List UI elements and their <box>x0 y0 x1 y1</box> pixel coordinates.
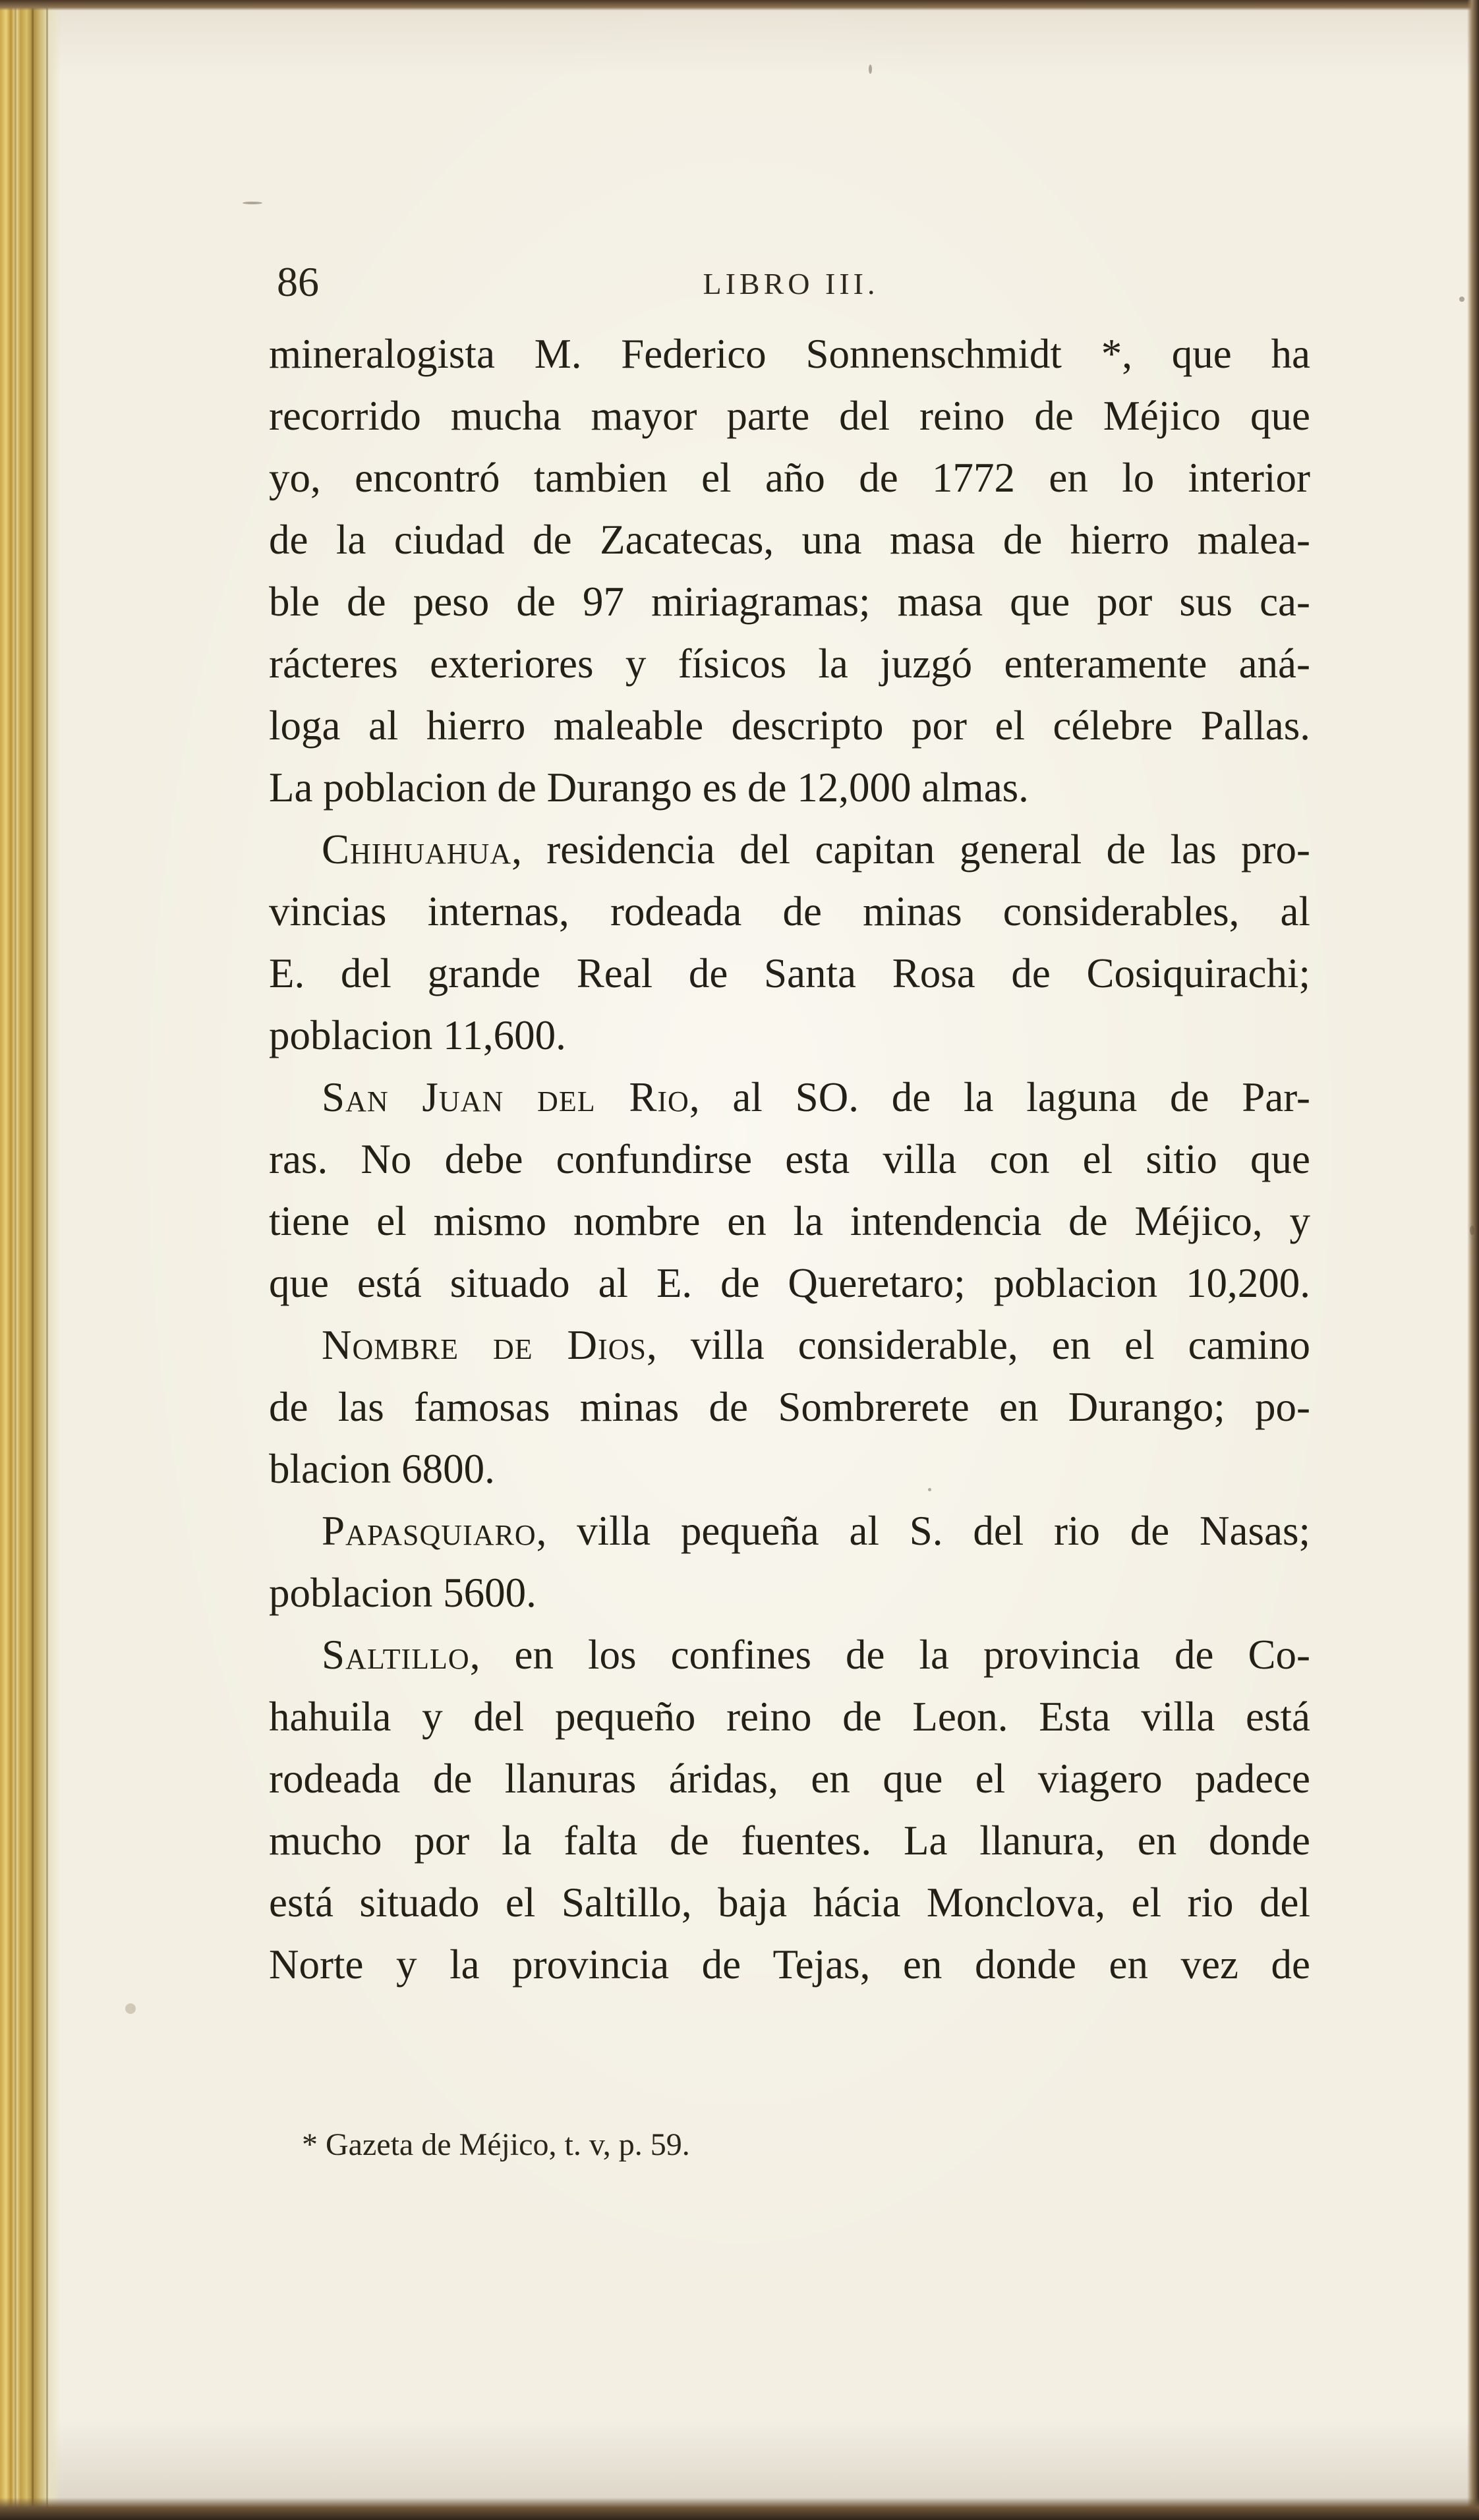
line-text: , villa considerable, en el camino <box>646 1322 1310 1368</box>
text-line <box>269 757 1310 818</box>
text-line <box>269 1933 1310 1995</box>
text-line <box>269 942 1310 1004</box>
page-edge-line <box>14 0 16 2520</box>
text-line <box>269 1810 1310 1872</box>
line-text: La poblacion de Durango es de 12,000 almas. <box>269 764 1029 811</box>
place-name: San Juan del Rio <box>322 1074 689 1120</box>
text-line <box>269 1004 1310 1066</box>
line-text: poblacion 5600. <box>269 1570 536 1616</box>
text-line <box>269 1748 1310 1810</box>
text-line <box>269 1376 1310 1438</box>
text-line <box>269 1686 1310 1748</box>
text-line <box>269 633 1310 695</box>
text-line <box>269 1128 1310 1190</box>
line-text: tiene el mismo nombre en la intendencia de Méjico, y <box>269 1198 1310 1244</box>
line-text: ras. No debe confundirse esta villa con el sitio que <box>269 1136 1310 1182</box>
text-line <box>269 385 1310 447</box>
text-line <box>269 1190 1310 1252</box>
line-text: , residencia del capitan general de las pro- <box>511 826 1310 873</box>
page-header <box>277 256 1305 308</box>
text-line <box>269 509 1310 571</box>
place-name: Saltillo <box>322 1632 470 1678</box>
page-edge-line <box>32 0 34 2520</box>
place-name: Chihuahua <box>322 826 512 873</box>
line-text: vincias internas, rodeada de minas considerables, al <box>269 888 1310 934</box>
gilded-page-edge <box>0 0 61 2520</box>
page-number: 86 <box>277 258 319 305</box>
text-line <box>269 1624 1310 1686</box>
line-text: ble de peso de 97 miriagramas; masa que por sus ca- <box>269 579 1310 625</box>
top-page-edge <box>0 0 1479 11</box>
text-line <box>269 1252 1310 1314</box>
text-line <box>269 818 1310 880</box>
line-text: que está situado al E. de Queretaro; poblacion 10,200. <box>269 1260 1310 1306</box>
line-text: hahuila y del pequeño reino de Leon. Esta villa está <box>269 1694 1310 1740</box>
text-line <box>269 1314 1310 1376</box>
text-line <box>269 1066 1310 1128</box>
line-text: poblacion 11,600. <box>269 1012 566 1058</box>
text-line <box>269 323 1310 385</box>
line-text: recorrido mucha mayor parte del reino de Méjico que <box>269 393 1310 439</box>
place-name: Nombre de Dios <box>322 1322 647 1368</box>
line-text: rodeada de llanuras áridas, en que el viagero padece <box>269 1756 1310 1802</box>
line-text: , en los confines de la provincia de Co- <box>469 1632 1310 1678</box>
text-line <box>269 1500 1310 1562</box>
line-text: E. del grande Real de Santa Rosa de Cosiquirachi; <box>269 950 1310 996</box>
line-text: de la ciudad de Zacatecas, una masa de hierro malea- <box>269 517 1310 563</box>
line-text: está situado el Saltillo, baja hácia Monclova, el rio del <box>269 1879 1310 1926</box>
line-text: rácteres exteriores y físicos la juzgó enteramente aná- <box>269 641 1310 687</box>
line-text: , al SO. de la laguna de Par- <box>689 1074 1310 1120</box>
place-name: Papasquiaro <box>322 1508 536 1554</box>
line-text: mineralogista M. Federico Sonnenschmidt *, que ha <box>269 331 1310 377</box>
bottom-page-edge <box>0 2498 1479 2520</box>
text-line <box>269 695 1310 757</box>
line-text: de las famosas minas de Sombrerete en Durango; po- <box>269 1384 1310 1430</box>
text-line <box>269 1562 1310 1624</box>
text-line <box>269 880 1310 942</box>
page-edge-line <box>46 0 48 2520</box>
footnote: * Gazeta de Méjico, t. v, p. 59. <box>302 2127 690 2162</box>
text-line <box>269 1438 1310 1500</box>
text-line <box>269 447 1310 509</box>
line-text: yo, encontró tambien el año de 1772 en lo interior <box>269 455 1310 501</box>
line-text: Norte y la provincia de Tejas, en donde en vez de <box>269 1941 1310 1988</box>
body-text <box>269 323 1310 1995</box>
running-head: LIBRO III. <box>703 267 879 301</box>
text-line <box>269 571 1310 633</box>
text-line <box>269 1872 1310 1933</box>
line-text: loga al hierro maleable descripto por el célebre Pallas. <box>269 702 1310 749</box>
line-text: mucho por la falta de fuentes. La llanura, en donde <box>269 1818 1310 1864</box>
line-text: , villa pequeña al S. del rio de Nasas; <box>536 1508 1310 1554</box>
right-page-edge <box>1467 0 1479 2520</box>
line-text: blacion 6800. <box>269 1446 495 1492</box>
